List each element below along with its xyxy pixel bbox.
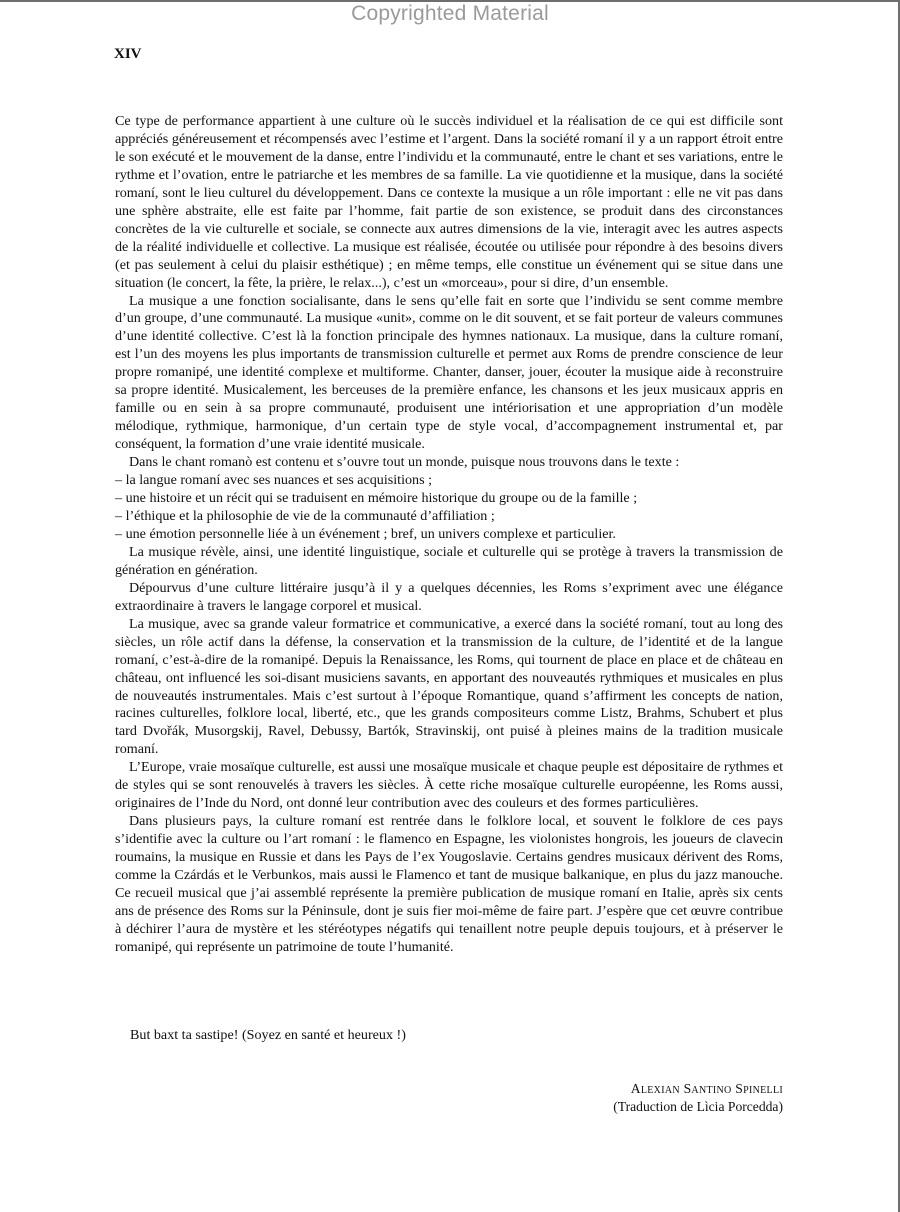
paragraph: La musique révèle, ainsi, une identité linguistique, sociale et culturelle qui se protège à travers la transmission de génération en génération.: [115, 543, 783, 578]
list-item: – l’éthique et la philosophie de vie de la communauté d’affiliation ;: [115, 507, 495, 524]
body-text: [115, 113, 783, 957]
page-number: XIV: [114, 46, 142, 62]
list-item: – la langue romaní avec ses nuances et ses acquisitions ;: [115, 472, 433, 489]
list-item: – une émotion personnelle liée à un événement ; bref, un univers complexe et particulier.: [115, 525, 616, 542]
paragraph: Dans le chant romanò est contenu et s’ouvre tout un monde, puisque nous trouvons dans le texte :: [129, 454, 680, 471]
list-item: – une histoire et un récit qui se traduisent en mémoire historique du groupe ou de la famille ;: [115, 490, 638, 507]
signature-block: [613, 1080, 783, 1115]
paragraph: La musique a une fonction socialisante, dans le sens qu’elle fait en sorte que l’individu se sent comme membre d’un groupe, d’une communauté. La musique «unit», comme on le dit souvent, et se fait porteur de valeurs communes d’une identité collective. C’est là la fonction principale des hymnes nationaux. La musique, dans la culture romaní, est l’un des moyens les plus importants de transmission culturelle et permet aux Roms de prendre conscience de leur propre romanipé, une identité complexe et multiforme. Chanter, danser, jouer, écouter la musique aide à reconstruire sa propre identité. Musicalement, les berceuses de la première enfance, les chansons et les jeux musicaux appris en famille ou en sein à sa propre communauté, produisent une intériorisation et une appropriation d’un modèle mélodique, rythmique, harmonique, d’un certain type de style vocal, d’accompagnement instrumental et, par conséquent, la formation d’une vraie identité musicale.: [115, 292, 783, 453]
paragraph: Dépourvus d’une culture littéraire jusqu’à il y a quelques décennies, les Roms s’expriment avec une élégance extraordinaire à travers le langage corporel et musical.: [115, 579, 783, 614]
copyright-watermark: Copyrighted Material: [351, 2, 549, 25]
author-name: Alexian Santino Spinelli: [630, 1081, 783, 1096]
closing-line: But baxt ta sastipe! (Soyez en santé et heureux !): [130, 1027, 406, 1043]
paragraph: La musique, avec sa grande valeur formatrice et communicative, a exercé dans la société romaní, tout au long des siècles, un rôle actif dans la défense, la conservation et la transmission de la culture, de l’identité et de la langue romaní, c’est-à-dire de la romanipé. Depuis la Renaissance, les Roms, qui tournent de place en place et de château en château, ont influencé les soi-disant musiciens savants, en apportant des nouveautés rythmiques et musicales en plus de nouveautés instrumentales. Mais c’est surtout à l’époque Romantique, quand s’affirment les concepts de nation, racines culturelles, folklore local, liberté, etc., que les grands compositeurs comme Listz, Brahms, Schubert et plus tard Dvořák, Musorgskij, Ravel, Debussy, Bartók, Stravinskij, ont puisé à pleines mains de la tradition musicale romaní.: [115, 615, 783, 758]
paragraph: L’Europe, vraie mosaïque culturelle, est aussi une mosaïque musicale et chaque peuple est dépositaire de rythmes et de styles qui se sont renouvelés à travers les siècles. À cette riche mosaïque culturelle européenne, les Roms aussi, originaires de l’Inde du Nord, ont donné leur contribution avec des couleurs et des formes particulières.: [115, 759, 783, 812]
translator-credit: (Traduction de Lìcia Porcedda): [613, 1098, 783, 1114]
paragraph: Dans plusieurs pays, la culture romaní est rentrée dans le folklore local, et souvent le folklore de ces pays s’identifie avec la culture ou l’art romaní : le flamenco en Espagne, les violonistes hongrois, les joueurs de clavecin roumains, la musique en Russie et dans les Pays de l’ex Yougoslavie. Certains gendres musicaux dérivent des Roms, comme la Czárdás et le Verbunkos, mais aussi le Flamenco et tant de musique balkanique, en plus du jazz manouche. Ce recueil musical que j’ai assemblé représente la première publication de musique romaní en Italie, après six cents ans de présence des Roms sur la Péninsule, dont je suis fier moi-même de faire part. J’espère que cet œuvre contribue à déchirer l’aura de mystère et les stéréotypes négatifs qui tenaillent notre peuple depuis toujours, et à préserver le romanipé, qui représente un patrimoine de toute l’humanité.: [115, 813, 783, 955]
paragraph: Ce type de performance appartient à une culture où le succès individuel et la réalisation de ce qui est difficile sont appréciés généreusement et récompensés avec l’estime et l’argent. Dans la société romaní il y a un rapport étroit entre le son exécuté et le mouvement de la danse, entre l’individu et la communauté, entre le chant et ses variations, entre le rythme et l’ovation, entre le patriarche et les membres de sa famille. La vie quotidienne et la musique, dans la société romaní, sont le lieu culturel du développement. Dans ce contexte la musique a un rôle important : elle ne vit pas dans une sphère abstraite, elle est faite par l’homme, fait partie de son existence, se produit dans des circonstances concrètes de la vie culturelle et sociale, se connecte aux autres dimensions de la vie, interagit avec les autres aspects de la réalité individuelle et collective. La musique est réalisée, écoutée ou utilisée pour répondre à des besoins divers (et pas seulement à celui du plaisir esthétique) ; en même temps, elle constitue un événement qui se situe dans une situation (le concert, la fête, la prière, le relax...), c’est un «morceau», pour si dire, d’un ensemble.: [115, 113, 783, 291]
